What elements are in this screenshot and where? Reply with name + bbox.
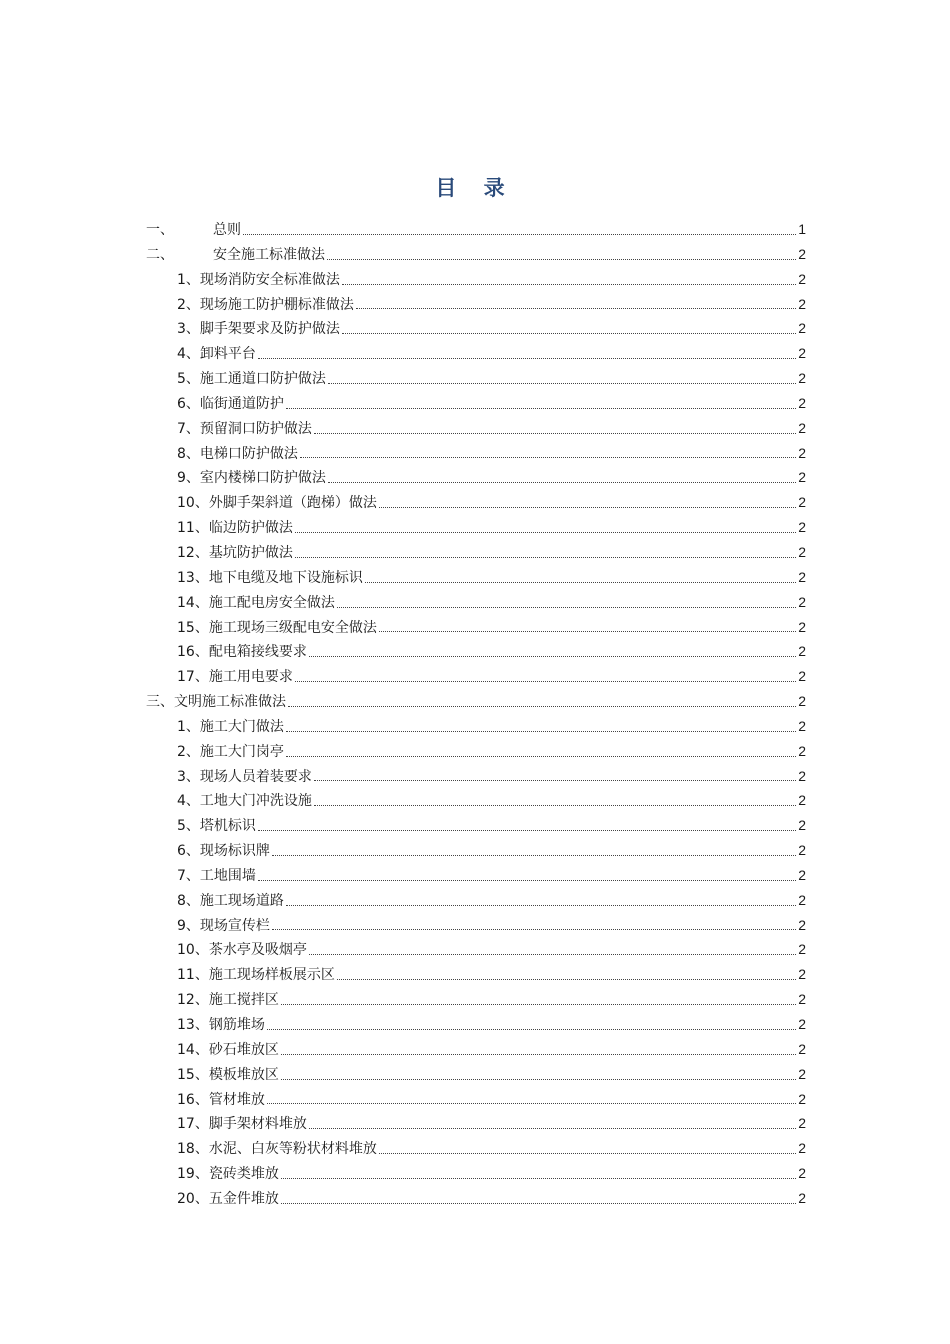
toc-entry-number: 2、 (177, 296, 200, 313)
toc-entry-label: 施工通道口防护做法 (199, 371, 326, 388)
toc-entry-number: 16、 (177, 1091, 209, 1108)
toc-entry-page-number: 2 (798, 345, 806, 362)
toc-entry-number: 19、 (177, 1166, 209, 1183)
toc-entry[interactable] (146, 1111, 806, 1136)
toc-dot-leader (286, 731, 796, 732)
toc-entry-page-number: 2 (798, 1016, 806, 1032)
toc-entry-page-number: 2 (798, 1115, 806, 1132)
toc-entry-label: 地下电缆及地下设施标识 (208, 569, 363, 586)
toc-entry-page-number: 2 (798, 419, 806, 436)
toc-entry[interactable] (146, 441, 806, 466)
toc-dot-leader (309, 954, 796, 955)
toc-entry-number: 8、 (177, 892, 200, 909)
toc-entry-number: 9、 (177, 917, 200, 934)
toc-entry-label: 水泥、白灰等粉状材料堆放 (208, 1141, 377, 1158)
toc-entry[interactable] (146, 515, 806, 540)
toc-entry[interactable] (146, 962, 806, 987)
toc-entry-number: 3、 (177, 321, 200, 338)
toc-entry-number: 16、 (177, 644, 209, 661)
toc-dot-leader (327, 259, 796, 260)
toc-entry-label: 施工现场样板展示区 (208, 967, 335, 984)
toc-entry-label: 临街通道防护 (199, 395, 284, 412)
toc-dot-leader (288, 706, 796, 707)
toc-entry-page-number: 2 (798, 444, 806, 461)
toc-entry-page-number: 2 (798, 817, 806, 834)
toc-entry-page-number: 2 (798, 494, 806, 511)
toc-entry-page-number: 2 (798, 543, 806, 560)
toc-entry-label: 室内楼梯口防护做法 (199, 470, 326, 487)
toc-dot-leader (281, 1079, 796, 1080)
toc-entry[interactable] (146, 1186, 806, 1211)
toc-entry-number: 一、 (146, 222, 174, 238)
toc-entry-label: 外脚手架斜道（跑梯）做法 (208, 495, 377, 512)
toc-entry-number: 11、 (177, 967, 209, 984)
toc-entry-label: 管材堆放 (208, 1091, 265, 1108)
toc-entry-label: 砂石堆放区 (208, 1041, 279, 1058)
toc-entry-number: 5、 (177, 371, 200, 388)
toc-entry-number: 14、 (177, 1041, 209, 1058)
toc-entry-number: 三、 (146, 694, 174, 711)
toc-entry[interactable] (146, 987, 806, 1012)
toc-dot-leader (309, 656, 796, 657)
toc-entry-number: 15、 (177, 619, 209, 636)
toc-entry-label: 现场标识牌 (199, 843, 270, 860)
toc-entry-page-number: 2 (798, 668, 806, 685)
toc-entry-number: 13、 (177, 569, 209, 586)
toc-entry[interactable] (146, 465, 806, 490)
toc-entry-page-number: 2 (798, 792, 806, 809)
toc-entry[interactable] (146, 1012, 806, 1037)
toc-entry-number: 二、 (146, 246, 174, 263)
toc-entry-page-number: 2 (798, 1090, 806, 1107)
toc-entry-page-number: 2 (798, 767, 806, 784)
toc-entry-label: 钢筋堆场 (208, 1017, 265, 1033)
toc-entry[interactable] (146, 764, 806, 789)
toc-entry-label: 五金件堆放 (208, 1190, 279, 1207)
toc-dot-leader (258, 880, 796, 881)
toc-entry-label: 现场施工防护棚标准做法 (199, 296, 354, 313)
toc-entry-page-number: 2 (798, 742, 806, 759)
toc-entry-number: 1、 (177, 718, 200, 735)
toc-entry-label: 施工大门岗亭 (199, 743, 284, 760)
toc-dot-leader (272, 855, 796, 856)
toc-entry-number: 2、 (177, 743, 200, 760)
toc-entry[interactable] (146, 838, 806, 863)
toc-entry-label: 瓷砖类堆放 (208, 1166, 279, 1183)
toc-entry[interactable] (146, 888, 806, 913)
toc-title: 目 录 (435, 176, 515, 200)
toc-entry-label: 现场消防安全标准做法 (199, 271, 340, 288)
toc-dot-leader (342, 284, 796, 285)
toc-dot-leader (267, 1029, 796, 1030)
toc-entry-number: 11、 (177, 520, 209, 537)
toc-entry[interactable] (146, 341, 806, 366)
toc-entry-number: 20、 (177, 1190, 209, 1207)
toc-entry-page-number: 2 (798, 1040, 806, 1057)
toc-entry-number: 6、 (177, 843, 200, 860)
toc-entry-number: 15、 (177, 1066, 209, 1083)
toc-entry[interactable] (146, 1037, 806, 1062)
toc-entry[interactable] (146, 615, 806, 640)
toc-entry-label: 脚手架要求及防护做法 (199, 321, 340, 338)
toc-entry-page-number: 2 (798, 270, 806, 287)
toc-entry-label: 配电箱接线要求 (208, 644, 307, 661)
toc-entry-label: 临边防护做法 (208, 520, 293, 537)
toc-entry-label: 总则 (213, 222, 241, 238)
toc-dot-leader (337, 607, 796, 608)
toc-entry[interactable] (146, 391, 806, 416)
toc-dot-leader (281, 1004, 796, 1005)
toc-entry-page-number: 1 (798, 221, 806, 237)
toc-entry-page-number: 2 (798, 717, 806, 734)
toc-dot-leader (314, 780, 796, 781)
toc-dot-leader (337, 979, 796, 980)
toc-entry-label: 预留洞口防护做法 (199, 420, 312, 437)
toc-entry[interactable] (146, 639, 806, 664)
toc-entry-label: 茶水亭及吸烟亭 (208, 942, 307, 959)
toc-entry-page-number: 2 (798, 693, 806, 710)
toc-entry-number: 9、 (177, 470, 200, 487)
toc-entry-page-number: 2 (798, 966, 806, 983)
toc-dot-leader (365, 582, 796, 583)
toc-entry-number: 17、 (177, 1116, 209, 1133)
toc-entry-number: 1、 (177, 271, 200, 288)
toc-entry-label: 卸料平台 (199, 346, 256, 363)
toc-entry-label: 模板堆放区 (208, 1066, 279, 1083)
toc-entry-page-number: 2 (798, 1065, 806, 1082)
toc-entry-number: 7、 (177, 420, 200, 437)
toc-entry-page-number: 2 (798, 618, 806, 635)
toc-dot-leader (295, 532, 796, 533)
toc-entry-label: 塔机标识 (199, 818, 256, 835)
toc-entry-number: 3、 (177, 768, 200, 785)
toc-entry-page-number: 2 (798, 245, 806, 262)
toc-entry[interactable] (146, 490, 806, 515)
toc-entry-page-number: 2 (798, 916, 806, 933)
toc-entry-page-number: 2 (798, 1189, 806, 1206)
toc-entry-page-number: 2 (798, 941, 806, 958)
toc-dot-leader (300, 457, 796, 458)
toc-entry-number: 14、 (177, 594, 209, 611)
toc-entry-page-number: 2 (798, 370, 806, 387)
toc-entry[interactable] (146, 689, 806, 714)
toc-dot-leader (272, 929, 796, 930)
toc-entry[interactable] (146, 937, 806, 962)
toc-entry-label: 脚手架材料堆放 (208, 1116, 307, 1133)
toc-entry-page-number: 2 (798, 1165, 806, 1182)
toc-entry[interactable] (146, 788, 806, 813)
toc-entry-page-number: 2 (798, 891, 806, 908)
toc-entry[interactable] (146, 217, 806, 242)
toc-entry[interactable] (146, 416, 806, 441)
toc-entry[interactable] (146, 540, 806, 565)
toc-entry-page-number: 2 (798, 866, 806, 883)
toc-dot-leader (281, 1203, 796, 1204)
toc-dot-leader (379, 1153, 796, 1154)
toc-entry[interactable] (146, 565, 806, 590)
toc-entry-number: 4、 (177, 346, 200, 363)
toc-entry-number: 12、 (177, 992, 209, 1009)
toc-entry[interactable] (146, 366, 806, 391)
toc-list (146, 217, 806, 1211)
toc-entry-number: 4、 (177, 793, 200, 810)
toc-dot-leader (286, 905, 796, 906)
toc-dot-leader (267, 1103, 796, 1104)
toc-entry-number: 17、 (177, 669, 209, 686)
toc-entry-page-number: 2 (798, 295, 806, 312)
toc-entry-label: 工地围墙 (199, 867, 256, 884)
toc-dot-leader (379, 507, 796, 508)
toc-entry-label: 电梯口防护做法 (199, 445, 298, 462)
toc-dot-leader (314, 805, 796, 806)
toc-entry-number: 18、 (177, 1141, 209, 1158)
toc-entry[interactable] (146, 267, 806, 292)
toc-entry-number: 12、 (177, 544, 209, 561)
toc-entry-page-number: 2 (798, 643, 806, 660)
toc-entry-label: 工地大门冲洗设施 (199, 793, 312, 810)
toc-entry-page-number: 2 (798, 568, 806, 585)
toc-entry[interactable] (146, 316, 806, 341)
toc-entry[interactable] (146, 1087, 806, 1112)
toc-entry-page-number: 2 (798, 593, 806, 610)
toc-entry[interactable] (146, 242, 806, 267)
toc-entry-label: 基坑防护做法 (208, 544, 293, 561)
toc-entry[interactable] (146, 1136, 806, 1161)
toc-entry-page-number: 2 (798, 394, 806, 411)
toc-entry-number: 6、 (177, 395, 200, 412)
toc-entry-page-number: 2 (798, 519, 806, 536)
toc-dot-leader (356, 308, 796, 309)
toc-entry[interactable] (146, 664, 806, 689)
toc-dot-leader (286, 756, 796, 757)
toc-dot-leader (281, 1178, 796, 1179)
toc-dot-leader (328, 482, 796, 483)
toc-dot-leader (295, 681, 796, 682)
toc-entry[interactable] (146, 1062, 806, 1087)
toc-dot-leader (286, 408, 796, 409)
toc-entry-label: 现场人员着装要求 (199, 768, 312, 785)
toc-entry-number: 8、 (177, 445, 200, 462)
toc-entry-number: 10、 (177, 942, 209, 959)
toc-entry[interactable] (146, 813, 806, 838)
toc-entry[interactable] (146, 714, 806, 739)
toc-entry[interactable] (146, 863, 806, 888)
toc-entry-number: 7、 (177, 867, 200, 884)
toc-entry-label: 施工大门做法 (199, 718, 284, 735)
toc-dot-leader (258, 830, 796, 831)
toc-entry-page-number: 2 (798, 842, 806, 859)
toc-entry[interactable] (146, 590, 806, 615)
toc-dot-leader (243, 234, 796, 235)
toc-dot-leader (295, 557, 796, 558)
toc-entry-label: 施工用电要求 (208, 669, 293, 686)
toc-entry-page-number: 2 (798, 1140, 806, 1157)
toc-dot-leader (314, 433, 796, 434)
toc-entry[interactable] (146, 739, 806, 764)
toc-entry-number: 5、 (177, 818, 200, 835)
toc-entry-number: 10、 (177, 495, 209, 512)
toc-dot-leader (328, 383, 796, 384)
toc-entry[interactable] (146, 913, 806, 938)
toc-entry-label: 现场宣传栏 (199, 917, 270, 934)
toc-entry-label: 安全施工标准做法 (213, 246, 325, 263)
toc-entry-label: 施工配电房安全做法 (208, 594, 335, 611)
toc-dot-leader (379, 631, 796, 632)
toc-dot-leader (281, 1054, 796, 1055)
toc-entry-label: 文明施工标准做法 (174, 694, 286, 711)
toc-entry[interactable] (146, 292, 806, 317)
toc-entry-label: 施工现场三级配电安全做法 (208, 619, 377, 636)
toc-entry-label: 施工搅拌区 (208, 992, 279, 1009)
toc-dot-leader (309, 1128, 796, 1129)
toc-entry-page-number: 2 (798, 320, 806, 337)
toc-entry-page-number: 2 (798, 469, 806, 486)
toc-dot-leader (258, 358, 796, 359)
toc-entry-label: 施工现场道路 (199, 892, 284, 909)
toc-dot-leader (342, 333, 796, 334)
toc-entry-number: 13、 (177, 1017, 209, 1033)
toc-entry-page-number: 2 (798, 991, 806, 1008)
toc-entry[interactable] (146, 1161, 806, 1186)
